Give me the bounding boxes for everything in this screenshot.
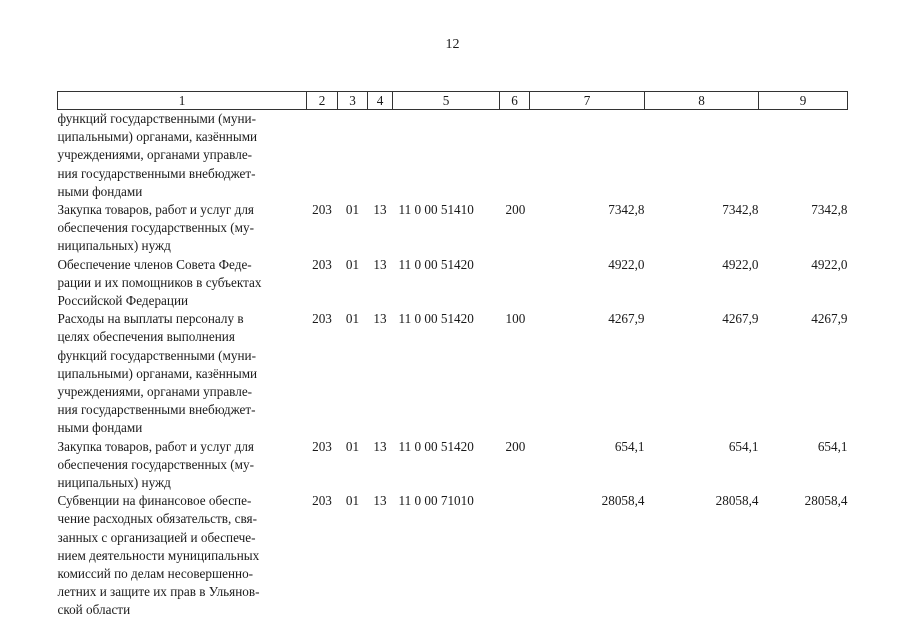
row-name-line: учреждениями, органами управле- xyxy=(57,147,253,163)
row-name-cell xyxy=(58,201,307,256)
row-name-cell xyxy=(58,438,307,493)
row-name-line: ными фондами xyxy=(57,183,143,199)
table-row xyxy=(58,438,848,493)
amount-cell-8: 654,1 xyxy=(728,438,759,454)
section-cell: 01 xyxy=(345,493,360,509)
amount-cell-8: 7342,8 xyxy=(722,202,759,218)
column-header-3: 3 xyxy=(338,92,368,110)
row-name-line: обеспечения государственных (му- xyxy=(57,456,255,472)
amount-cell-9 xyxy=(759,110,848,202)
row-name-line: Обеспечение членов Совета Феде- xyxy=(57,256,252,272)
budget-table xyxy=(57,91,848,620)
admin-code-cell: 203 xyxy=(312,202,332,218)
column-header-9: 9 xyxy=(759,92,848,110)
amount-cell-7: 4267,9 xyxy=(608,311,645,327)
row-name-line: Российской Федерации xyxy=(57,293,189,309)
expense-type-cell: 200 xyxy=(505,438,526,454)
table-row xyxy=(58,110,848,202)
amount-cell-7: 28058,4 xyxy=(601,493,645,509)
column-header-6: 6 xyxy=(500,92,530,110)
amount-cell-8 xyxy=(645,110,759,202)
expense-type-cell xyxy=(500,256,530,311)
expense-type-cell: 200 xyxy=(505,202,526,218)
admin-code-cell: 203 xyxy=(312,256,332,272)
amount-cell-8: 4267,9 xyxy=(722,311,759,327)
row-name-cell xyxy=(58,492,307,619)
row-name-line: Закупка товаров, работ и услуг для xyxy=(57,202,254,218)
table-row xyxy=(58,492,848,619)
target-article-cell: 11 0 00 71010 xyxy=(398,493,474,509)
amount-cell-8: 4922,0 xyxy=(722,256,759,272)
subsection-cell: 13 xyxy=(373,202,387,218)
expense-type-cell: 100 xyxy=(505,311,526,327)
row-name-line: чение расходных обязательств, свя- xyxy=(57,511,257,527)
row-name-line: ниципальных) нужд xyxy=(57,475,171,491)
amount-cell-7 xyxy=(530,110,645,202)
section-cell xyxy=(338,110,368,202)
subsection-cell: 13 xyxy=(373,311,387,327)
row-name-cell xyxy=(58,310,307,437)
amount-cell-9: 7342,8 xyxy=(811,202,848,218)
table-row xyxy=(58,256,848,311)
column-number-header xyxy=(58,92,848,110)
row-name-line: ния государственными внебюджет- xyxy=(57,165,256,181)
section-cell: 01 xyxy=(345,438,360,454)
section-cell: 01 xyxy=(345,311,360,327)
admin-code-cell: 203 xyxy=(312,493,332,509)
row-name-line: нием деятельности муниципальных xyxy=(57,547,260,563)
row-name-line: ниципальных) нужд xyxy=(57,238,171,254)
amount-cell-9: 28058,4 xyxy=(804,493,848,509)
section-cell: 01 xyxy=(345,202,360,218)
subsection-cell: 13 xyxy=(373,256,387,272)
table-row xyxy=(58,310,848,437)
row-name-line: целях обеспечения выполнения xyxy=(57,329,235,345)
row-name-line: Субвенции на финансовое обеспе- xyxy=(57,493,252,509)
row-name-line: Расходы на выплаты персоналу в xyxy=(57,311,244,327)
page-number: 12 xyxy=(445,37,460,52)
column-header-7: 7 xyxy=(530,92,645,110)
amount-cell-7: 654,1 xyxy=(614,438,645,454)
row-name-line: занных с организацией и обеспече- xyxy=(57,529,256,545)
amount-cell-8: 28058,4 xyxy=(715,493,759,509)
target-article-cell: 11 0 00 51420 xyxy=(398,438,474,454)
row-name-line: комиссий по делам несовершенно- xyxy=(57,566,254,582)
amount-cell-9: 654,1 xyxy=(817,438,848,454)
amount-cell-9: 4922,0 xyxy=(811,256,848,272)
admin-code-cell: 203 xyxy=(312,311,332,327)
row-name-line: функций государственными (муни- xyxy=(57,347,256,363)
target-article-cell xyxy=(393,110,500,202)
row-name-line: летних и защите их прав в Ульянов- xyxy=(57,584,260,600)
expense-type-cell xyxy=(500,110,530,202)
target-article-cell: 11 0 00 51410 xyxy=(398,202,474,218)
column-header-5: 5 xyxy=(393,92,500,110)
row-name-line: обеспечения государственных (му- xyxy=(57,220,255,236)
row-name-line: ными фондами xyxy=(57,420,143,436)
amount-cell-7: 4922,0 xyxy=(608,256,645,272)
row-name-cell xyxy=(58,110,307,202)
table-row xyxy=(58,201,848,256)
row-name-line: ской области xyxy=(57,602,131,618)
row-name-cell xyxy=(58,256,307,311)
subsection-cell: 13 xyxy=(373,438,387,454)
column-header-8: 8 xyxy=(645,92,759,110)
row-name-line: рации и их помощников в субъектах xyxy=(57,274,262,290)
row-name-line: Закупка товаров, работ и услуг для xyxy=(57,438,254,454)
admin-code-cell xyxy=(307,110,338,202)
row-name-line: учреждениями, органами управле- xyxy=(57,384,253,400)
admin-code-cell: 203 xyxy=(312,438,332,454)
amount-cell-7: 7342,8 xyxy=(608,202,645,218)
subsection-cell: 13 xyxy=(373,493,387,509)
row-name-line: ципальными) органами, казёнными xyxy=(57,365,258,381)
target-article-cell: 11 0 00 51420 xyxy=(398,256,474,272)
row-name-line: ципальными) органами, казёнными xyxy=(57,129,258,145)
row-name-line: ния государственными внебюджет- xyxy=(57,402,256,418)
column-header-4: 4 xyxy=(368,92,393,110)
table-body xyxy=(58,110,848,620)
expense-type-cell xyxy=(500,492,530,619)
subsection-cell xyxy=(368,110,393,202)
row-name-line: функций государственными (муни- xyxy=(57,111,256,126)
amount-cell-9: 4267,9 xyxy=(811,311,848,327)
column-header-1: 1 xyxy=(58,92,307,110)
target-article-cell: 11 0 00 51420 xyxy=(398,311,474,327)
section-cell: 01 xyxy=(345,256,360,272)
column-header-2: 2 xyxy=(307,92,338,110)
